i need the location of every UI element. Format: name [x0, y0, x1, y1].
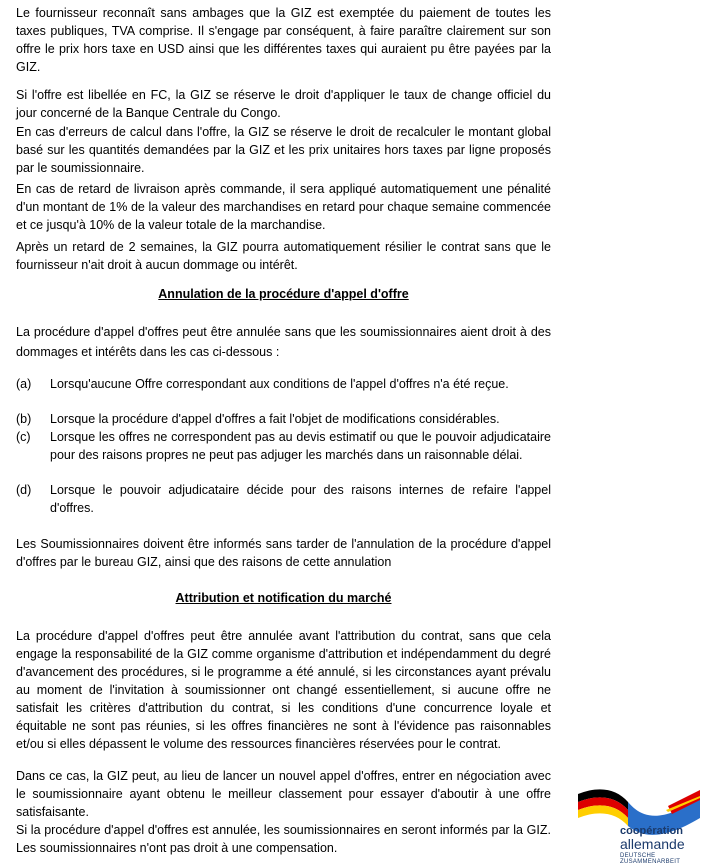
list-item-label: (c) [16, 430, 31, 444]
paragraph-tax-exemption: Le fournisseur reconnaît sans ambages que la GIZ est exemptée du paiement de toutes les taxes publiques, TVA comprise. Il s'engage par conséquent, à faire paraître clairement sur son offre le prix hors taxe en USD ainsi que les différentes taxes qui auraient pu être payées par la GIZ. [16, 6, 551, 74]
list-item-text: Lorsque le pouvoir adjudicataire décide pour des raisons internes de refaire l'appel d'offres. [50, 483, 551, 515]
paragraph-delivery-penalty: En cas de retard de livraison après commande, il sera appliqué automatiquement une pénalité d'un montant de 1% de la valeur des marchandises en retard pour chaque semaine commencée et ce jusqu'à 10% de la valeur totale de la marchandise. [16, 182, 551, 232]
list-item-text: Lorsque les offres ne correspondent pas au devis estimatif ou que le pouvoir adjudicataire pour des raisons propres ne peut pas adjuger les marchés dans un raisonnable délai. [50, 430, 551, 462]
logo-line2: allemande [620, 836, 685, 852]
logo-line1: coopération [620, 825, 683, 837]
paragraph-contract-termination: Après un retard de 2 semaines, la GIZ pourra automatiquement résilier le contrat sans que le fournisseur n'ait droit à aucun dommage ou intérêt. [16, 240, 551, 272]
logo-line3: DEUTSCHE ZUSAMMENARBEIT [620, 853, 681, 865]
paragraph-exchange-rate: Si l'offre est libellée en FC, la GIZ se réserve le droit d'appliquer le taux de change officiel du jour concerné de la Banque Centrale du Congo. [16, 88, 551, 120]
paragraph-calculation-errors: En cas d'erreurs de calcul dans l'offre, la GIZ se réserve le droit de recalculer le montant global basé sur les quantités demandées par la GIZ et les prix unitaires hors taxes par ligne proposés par le soumissionnaire. [16, 125, 551, 175]
list-item-label: (d) [16, 483, 32, 497]
list-item-text: Lorsqu'aucune Offre correspondant aux conditions de l'appel d'offres n'a été reçue. [50, 377, 509, 391]
paragraph-notification: Si la procédure d'appel d'offres est annulée, les soumissionnaires en seront informés par la GIZ. Les soumissionnaires n'ont pas droit à une compensation. [16, 823, 551, 855]
heading-annulation: Annulation de la procédure d'appel d'offre [158, 287, 409, 301]
paragraph-annulation-closing: Les Soumissionnaires doivent être informés sans tarder de l'annulation de la procédure d'appel d'offres par le bureau GIZ, ainsi que des raisons de cette annulation [16, 537, 551, 569]
paragraph-annulation-intro: La procédure d'appel d'offres peut être annulée sans que les soumissionnaires aient droit à des dommages et intérêts dans les cas ci-dessous : [16, 325, 551, 359]
heading-attribution: Attribution et notification du marché [175, 591, 392, 605]
list-item-label: (b) [16, 412, 32, 426]
paragraph-negotiation: Dans ce cas, la GIZ peut, au lieu de lancer un nouvel appel d'offres, entrer en négociation avec le soumissionnaire ayant obtenu le meilleur classement pour essayer d'aboutir à une offre satisfaisante. [16, 769, 551, 819]
paragraph-attribution-conditions: La procédure d'appel d'offres peut être annulée avant l'attribution du contrat, sans que cela engage la responsabilité de la GIZ comme organisme d'attribution et indépendamment du degré d'avancement des procédures, si le programme a été annulé, si les circonstances ayant prévalu au moment de l'invitation à soumissionner ont changé essentiellement, si aucune offre ne satisfait les critères d'attribution du contrat, si les conditions d'une concurrence loyale et équitable ne sont pas réunies, si les offres financières ne sont à l'évidence pas raisonnables et/ou si elles dépassent le volume des ressources financières réservées pour le contrat. [16, 629, 551, 751]
list-item-text: Lorsque la procédure d'appel d'offres a fait l'objet de modifications considérables. [50, 412, 500, 426]
list-item-label: (a) [16, 377, 32, 391]
